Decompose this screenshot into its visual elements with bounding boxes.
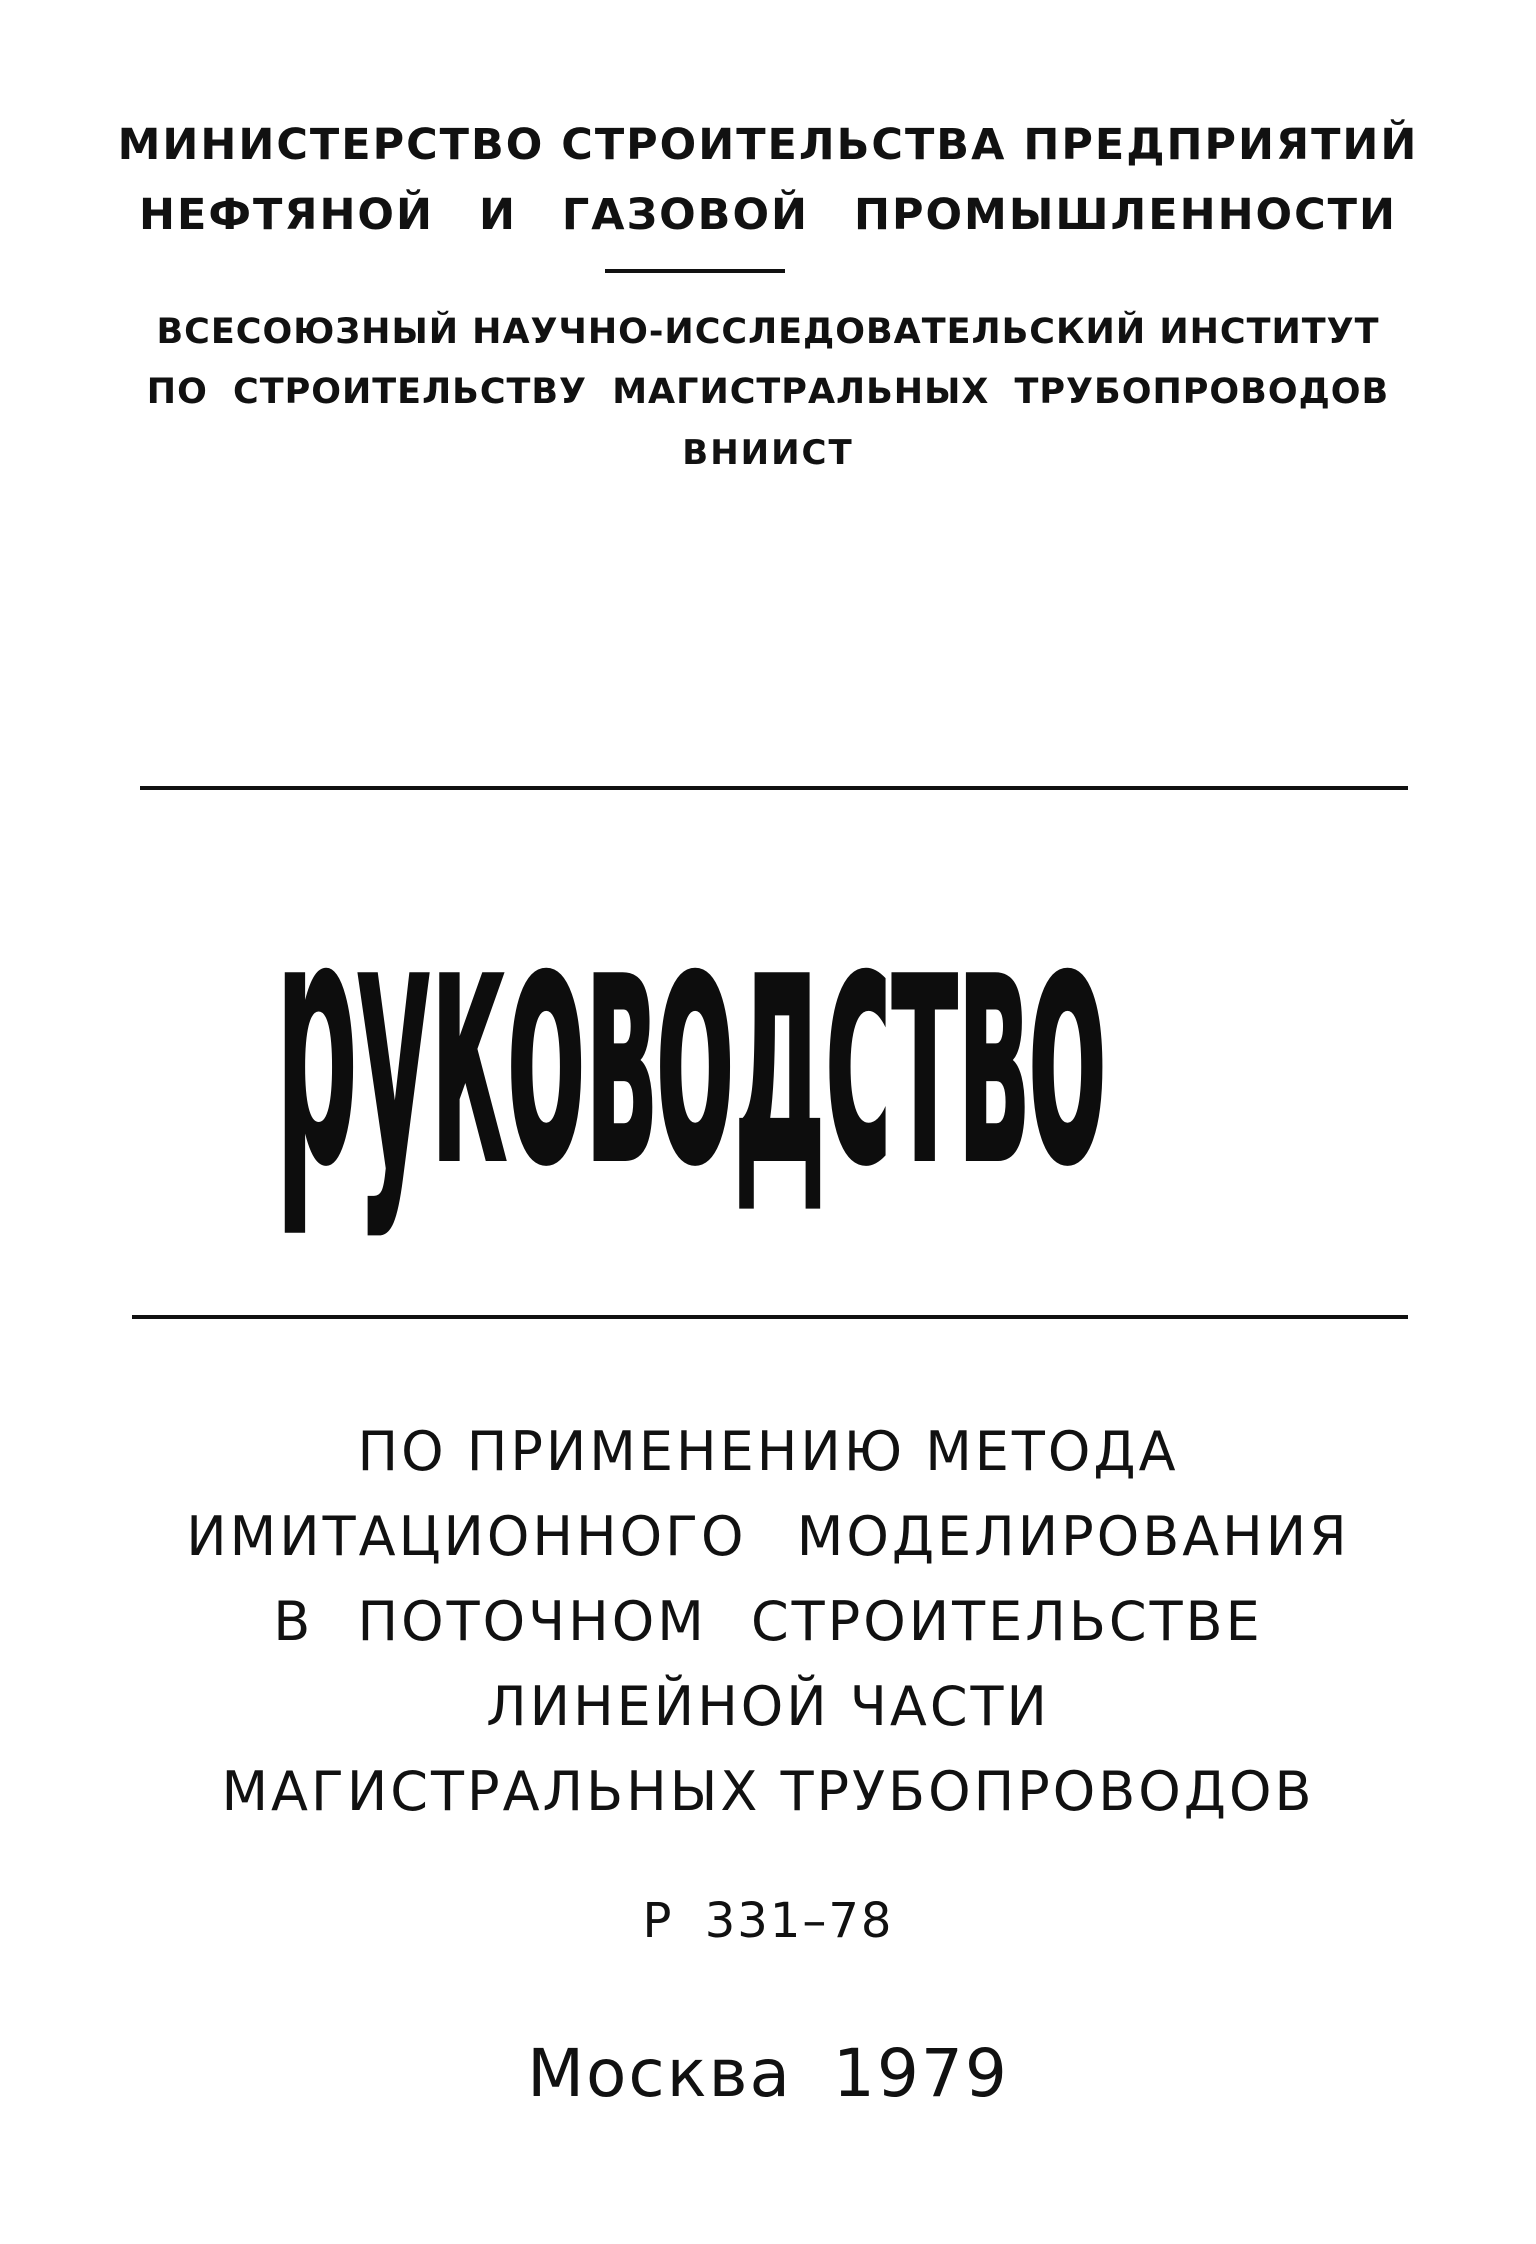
ministry-name-line-1: МИНИСТЕРСТВО СТРОИТЕЛЬСТВА ПРЕДПРИЯТИЙ	[117, 120, 1419, 170]
institute-name-line-2: ПО СТРОИТЕЛЬСТВУ МАГИСТРАЛЬНЫХ ТРУБОПРОВОДОВ	[146, 372, 1390, 412]
title-block	[275, 841, 1106, 1243]
ministry-name-line-2: НЕФТЯНОЙ И ГАЗОВОЙ ПРОМЫШЛЕННОСТИ	[139, 190, 1397, 240]
title-rule-bottom	[132, 1315, 1408, 1319]
institute-name-line-1: ВСЕСОЮЗНЫЙ НАУЧНО-ИССЛЕДОВАТЕЛЬСКИЙ ИНСТИТУТ	[156, 312, 1380, 352]
subtitle-line: ЛИНЕЙНОЙ ЧАСТИ	[486, 1675, 1050, 1738]
subtitle-line: ИМИТАЦИОННОГО МОДЕЛИРОВАНИЯ	[186, 1505, 1350, 1568]
imprint-place-year: Москва 1979	[527, 2035, 1009, 2112]
subtitle-line: В ПОТОЧНОМ СТРОИТЕЛЬСТВЕ	[273, 1590, 1263, 1653]
header-divider	[605, 269, 785, 273]
subtitle-line: МАГИСТРАЛЬНЫХ ТРУБОПРОВОДОВ	[221, 1760, 1315, 1823]
title-rule-top	[140, 786, 1408, 790]
document-code: Р 331–78	[642, 1893, 894, 1949]
subtitle-line: ПО ПРИМЕНЕНИЮ МЕТОДА	[357, 1420, 1179, 1483]
document-title: руководство	[275, 841, 1106, 1243]
institute-abbreviation: ВНИИСТ	[682, 433, 854, 473]
